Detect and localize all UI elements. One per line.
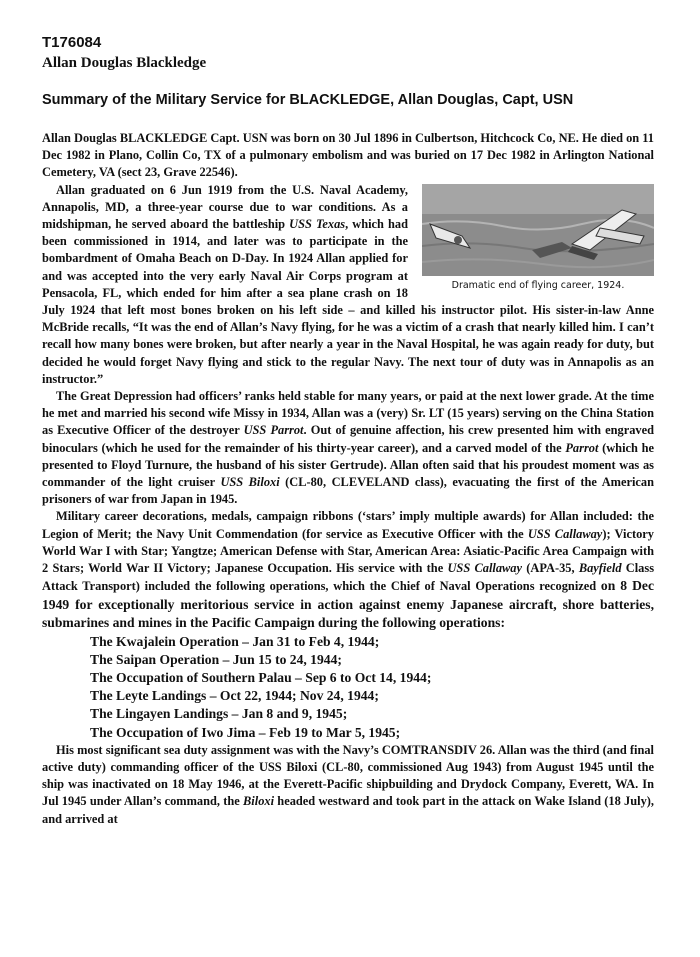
text-span: ); Victory World War I with Star; Yangtze; American Defense with Star, American Area: Asiatic-Pacific Area Campaign with 2 Stars; World War II Victory; Japanese Occupation. His service with the <box>42 526 654 576</box>
photo-caption: Dramatic end of flying career, 1924. <box>451 279 625 291</box>
text-span: Military career decorations, medals, campaign ribbons (‘stars’ imply multiple awards) for Allan included: the Legion of Merit; the Navy Unit Commendation (for service as Executive Officer with the <box>42 509 654 541</box>
text-span: , which had been commissioned in 1914, and later was to participate in the bombardment of Omaha Beach on D-Day. In 1924 Allan applied for and was accepted into the very early Naval Air Corps program at Pensacola, FL, which ended for him after a sea plane crash on 18 July 1924 that left most bones broken on his left side – and killed his instructor pilot. His sister-in-law Anne McBride recalls, “It was the end of Allan’s Navy flying, for he was a victim of a crash that nearly killed him. I can’t recall how many bones were broken, but after nearly a year in the Naval Hospital, he was again ready for duty, but decided he would forget Navy flying and stick to the regular Navy. The next tour of duty was in Annapolis as an instructor.” <box>42 217 654 386</box>
list-item: The Lingayen Landings – Jan 8 and 9, 1945; <box>90 706 348 722</box>
person-name: Allan Douglas Blackledge <box>42 55 207 71</box>
text-span: . Out of genuine affection, his crew presented him with engraved binoculars (which he used for the remainder of his thirty-year career), and a carved model of the <box>42 423 655 455</box>
operations-list <box>42 633 654 742</box>
crash-photo-figure <box>422 184 654 292</box>
ship-name: USS Callaway <box>527 526 603 541</box>
list-item: The Occupation of Iwo Jima – Feb 19 to Mar 5, 1945; <box>90 724 401 740</box>
document-body <box>42 130 654 828</box>
text-span: headed westward and took part in the attack on Wake Island (18 July), and arrived at <box>42 794 655 826</box>
text-span: His most significant sea duty assignment was with the Navy’s COMTRANSDIV 26. Allan was the third (and final active duty) commanding officer of the USS Biloxi (CL-80, commissioned Aug 1943) from August 1945 until the ship was inactivated on 18 May 1946, at the Everett-Pacific shipbuilding and Drydock Company, Everett, WA. In Jul 1945 under Allan’s command, the <box>42 742 654 809</box>
list-item: The Occupation of Southern Palau – Sep 6 to Oct 14, 1944; <box>90 669 432 685</box>
text-span: Allan graduated on 6 Jun 1919 from the U.S. Naval Academy, Annapolis, MD, a three-year course due to war conditions. As a midshipman, he served aboard the battleship <box>42 182 408 232</box>
text-span: (CL-80, CLEVELAND class), evacuating the first of the American prisoners of war from Japan in 1945. <box>42 475 654 507</box>
ship-name: USS Texas <box>289 217 346 232</box>
document-page <box>42 34 654 828</box>
ship-name: Bayfield <box>578 561 622 576</box>
text-span: on 8 Dec 1949 for exceptionally meritorious service in action against enemy Japanese aircraft, shore batteries, submarines and mines in the Pacific Campaign during the following operations: <box>42 578 654 631</box>
ship-name: USS Biloxi <box>220 475 280 490</box>
ship-name: Parrot <box>565 440 599 455</box>
ship-name: USS Callaway <box>447 561 522 576</box>
text-span: (which he presented to Floyd Turnure, the husband of his sister Gertrude). Allan often said that his proudest moment was as commander of the light cruiser <box>42 440 655 490</box>
list-item: The Kwajalein Operation – Jan 31 to Feb 4, 1944; <box>90 633 380 649</box>
list-item: The Leyte Landings – Oct 22, 1944; Nov 24, 1944; <box>90 688 379 704</box>
seaplane-crash-photo <box>422 184 654 276</box>
list-item: The Saipan Operation – Jun 15 to 24, 1944; <box>90 651 342 667</box>
text-span: Class Attack Transport) included the following operations, which the Chief of Naval Operations recognized <box>42 561 655 594</box>
ship-name: USS Parrot <box>243 423 304 438</box>
document-id: T176084 <box>42 34 102 51</box>
paragraph-great-depression <box>42 388 654 508</box>
text-span: (APA-35, <box>522 561 579 576</box>
paragraph-birth-death: Allan Douglas BLACKLEDGE Capt. USN was born on 30 Jul 1896 in Culbertson, Hitchcock Co, NE. He died on 11 Dec 1982 in Plano, Collin Co, TX of a pulmonary embolism and was buried on 17 Dec 1982 in Arlington National Cemetery, VA (sect 23, Grave 22546). <box>42 131 654 180</box>
ship-name: Biloxi <box>243 794 275 809</box>
page-title: Summary of the Military Service for BLACKLEDGE, Allan Douglas, Capt, USN <box>42 92 574 108</box>
paragraph-biloxi-command <box>42 742 654 828</box>
paragraph-decorations <box>42 508 654 632</box>
text-span: The Great Depression had officers’ ranks held stable for many years, or paid at the next lower grade. At the time he met and married his second wife Missy in 1934, Allan was a (very) Sr. LT (15 years) serving on the China Station as Executive Officer of the destroyer <box>42 389 654 438</box>
